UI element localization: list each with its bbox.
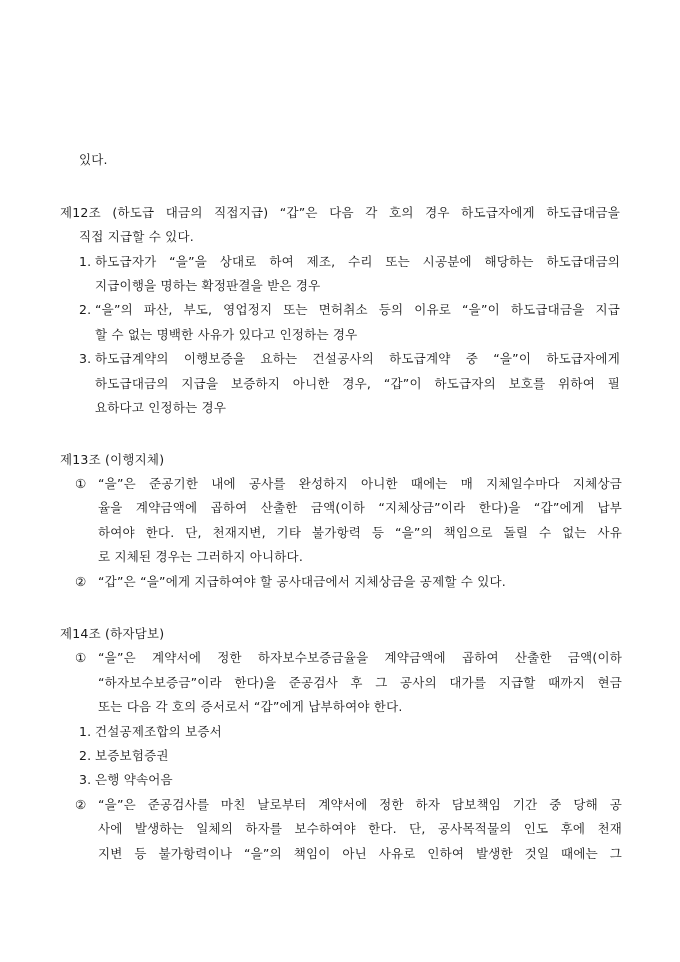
article-13-para-1-line4: 로 지체된 경우는 그러하지 아니하다. (98, 549, 303, 564)
article-13-para-2-line1: “갑”은 “을”에게 지급하여야 할 공사대금에서 지체상금을 공제할 수 있다. (98, 574, 506, 589)
article-14-para-2-line1: “을”은 준공검사를 마친 날로부터 계약서에 정한 하자 담보책임 기간 중 당해 공 (98, 797, 622, 812)
article-14-para-2-line2: 사에 발생하는 일체의 하자를 보수하여야 한다. 단, 공사목적물의 인도 후에 천재 (98, 821, 622, 836)
article-14-item-3-num: 3. (79, 772, 92, 787)
article-13-para-1-line2: 율을 계약금액에 곱하여 산출한 금액(이하 “지체상금”이라 한다)을 “갑”에게 납부 (98, 500, 622, 515)
article-14-para-1-num: ① (75, 650, 87, 665)
article-12-title: 제12조 (하도급 대금의 직접지급) “갑”은 다음 각 호의 경우 하도급자에게 하도급대금을 (60, 205, 620, 220)
continuation-text: 있다. (79, 152, 108, 167)
article-12-item-1-num: 1. (79, 254, 92, 269)
article-14-para-1-line3: 또는 다음 각 호의 증서로서 “갑”에게 납부하여야 한다. (98, 699, 403, 714)
article-13-title: 제13조 (이행지체) (60, 452, 165, 467)
article-12-item-1-line2: 지급이행을 명하는 확정판결을 받은 경우 (95, 278, 321, 293)
article-12-item-3-num: 3. (79, 351, 92, 366)
article-14-item-1-text: 건설공제조합의 보증서 (95, 724, 222, 739)
article-13-para-1-line3: 하여야 한다. 단, 천재지변, 기타 불가항력 등 “을”의 책임으로 돌릴 수 없는 사유 (98, 525, 622, 540)
article-12-item-2-num: 2. (79, 302, 92, 317)
article-12-item-2-line1: “을”의 파산, 부도, 영업정지 또는 면허취소 등의 이유로 “을”이 하도급대금을 지급 (95, 302, 620, 317)
article-12-item-3-line1: 하도급계약의 이행보증을 요하는 건설공사의 하도급계약 중 “을”이 하도급자에게 (95, 351, 620, 366)
article-14-para-1-line1: “을”은 계약서에 정한 하자보수보증금율을 계약금액에 곱하여 산출한 금액(이하 (98, 650, 622, 665)
article-14-para-1-line2: “하자보수보증금”이라 한다)을 준공검사 후 그 공사의 대가를 지급할 때까지 현금 (98, 675, 622, 690)
article-13-para-1-num: ① (75, 476, 87, 491)
article-14-item-2-text: 보증보험증권 (95, 748, 169, 763)
article-12-item-3-line2: 하도급대금의 지급을 보증하지 아니한 경우, “갑”이 하도급자의 보호를 위하여 필 (95, 376, 620, 391)
article-12-item-1-line1: 하도급자가 “을”을 상대로 하여 제조, 수리 또는 시공분에 해당하는 하도급대금의 (95, 254, 620, 269)
article-14-item-2-num: 2. (79, 748, 92, 763)
article-13-para-2-num: ② (75, 574, 87, 589)
article-12-item-2-line2: 할 수 없는 명백한 사유가 있다고 인정하는 경우 (95, 327, 358, 342)
article-12-item-3-line3: 요하다고 인정하는 경우 (95, 400, 227, 415)
article-14-para-2-num: ② (75, 797, 87, 812)
article-14-item-1-num: 1. (79, 724, 92, 739)
article-14-title: 제14조 (하자담보) (60, 626, 165, 641)
article-14-item-3-text: 은행 약속어음 (95, 772, 173, 787)
article-14-para-2-line3: 지변 등 불가항력이나 “을”의 책임이 아닌 사유로 인하여 발생한 것일 때에는 그 (98, 846, 622, 861)
article-13-para-1-line1: “을”은 준공기한 내에 공사를 완성하지 아니한 때에는 매 지체일수마다 지체상금 (98, 476, 622, 491)
article-12-title-cont: 직접 지급할 수 있다. (79, 229, 194, 244)
